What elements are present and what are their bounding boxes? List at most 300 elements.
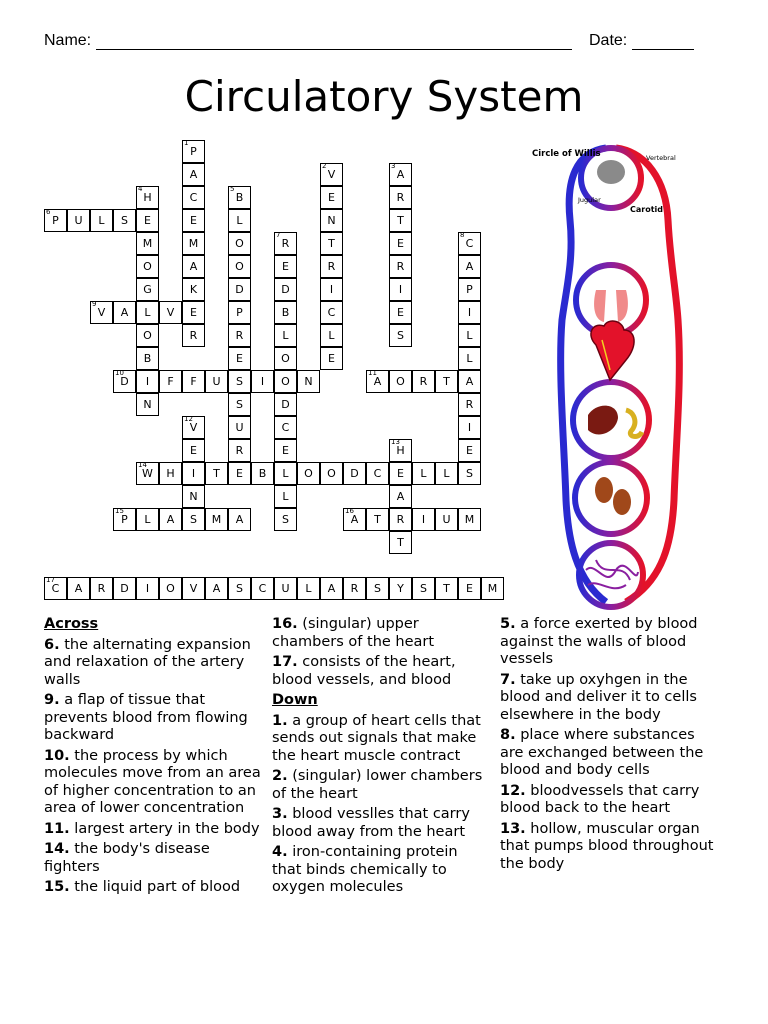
crossword-cell[interactable] bbox=[320, 577, 343, 600]
cell-letter: D bbox=[120, 582, 129, 595]
cell-letter: P bbox=[466, 283, 473, 296]
kidney-icon bbox=[595, 477, 613, 503]
cell-letter: T bbox=[328, 237, 335, 250]
crossword-cell[interactable] bbox=[182, 140, 205, 163]
crossword-cell[interactable] bbox=[113, 577, 136, 600]
crossword-cell[interactable] bbox=[366, 370, 389, 393]
cell-letter: M bbox=[464, 513, 475, 526]
crossword-cell[interactable] bbox=[389, 439, 412, 462]
cell-letter: H bbox=[143, 191, 152, 204]
crossword-cell[interactable] bbox=[228, 577, 251, 600]
crossword-cell[interactable] bbox=[228, 439, 251, 462]
crossword-cell[interactable] bbox=[389, 278, 412, 301]
cell-letter: U bbox=[442, 513, 451, 526]
crossword-cell[interactable] bbox=[458, 393, 481, 416]
crossword-cell[interactable] bbox=[113, 370, 136, 393]
cell-letter: I bbox=[467, 306, 472, 319]
crossword-cell[interactable] bbox=[274, 393, 297, 416]
intestine-icon bbox=[626, 410, 642, 436]
crossword-cell[interactable] bbox=[136, 324, 159, 347]
clue-item bbox=[44, 748, 262, 818]
crossword-cell[interactable] bbox=[366, 508, 389, 531]
clue-number: 4 bbox=[138, 185, 143, 193]
crossword-cell[interactable] bbox=[251, 577, 274, 600]
crossword-cell[interactable] bbox=[136, 186, 159, 209]
cell-letter: P bbox=[121, 513, 128, 526]
cell-letter: O bbox=[304, 467, 313, 480]
crossword-cell[interactable] bbox=[159, 577, 182, 600]
crossword-cell[interactable] bbox=[458, 370, 481, 393]
crossword-cell[interactable] bbox=[136, 255, 159, 278]
crossword-cell[interactable] bbox=[320, 186, 343, 209]
cell-letter: B bbox=[235, 191, 244, 204]
cell-letter: A bbox=[212, 582, 221, 595]
clue-number: 16 bbox=[345, 507, 354, 515]
crossword-cell[interactable] bbox=[228, 278, 251, 301]
cell-letter: C bbox=[327, 306, 336, 319]
crossword-cell[interactable] bbox=[366, 462, 389, 485]
cell-letter: D bbox=[235, 283, 244, 296]
cell-letter: I bbox=[421, 513, 426, 526]
clue-item bbox=[500, 616, 718, 669]
crossword-cell[interactable] bbox=[412, 577, 435, 600]
crossword-cell[interactable] bbox=[320, 255, 343, 278]
crossword-cell[interactable] bbox=[297, 577, 320, 600]
cell-letter: A bbox=[465, 260, 474, 273]
clue-number: 4. bbox=[272, 844, 288, 860]
cell-letter: S bbox=[397, 329, 404, 342]
cell-letter: S bbox=[420, 582, 427, 595]
cell-letter: L bbox=[328, 329, 335, 342]
crossword-cell[interactable] bbox=[228, 462, 251, 485]
crossword-cell[interactable] bbox=[274, 301, 297, 324]
clue-number: 15. bbox=[44, 879, 70, 895]
crossword-cell[interactable] bbox=[389, 370, 412, 393]
cell-letter: T bbox=[397, 214, 404, 227]
cell-letter: R bbox=[350, 582, 359, 595]
crossword-cell[interactable] bbox=[389, 462, 412, 485]
clue-text: iron-containing protein that binds chemically to oxygen molecules bbox=[272, 844, 458, 895]
carotid-label: Carotid bbox=[630, 205, 664, 214]
crossword-cell[interactable] bbox=[228, 186, 251, 209]
clue-number: 6. bbox=[44, 636, 60, 653]
crossword-cell[interactable] bbox=[251, 462, 274, 485]
crossword-cell[interactable] bbox=[297, 462, 320, 485]
cell-letter: A bbox=[120, 306, 129, 319]
crossword-cell[interactable] bbox=[182, 462, 205, 485]
crossword-cell[interactable] bbox=[458, 577, 481, 600]
cell-letter: V bbox=[166, 306, 175, 319]
cell-letter: E bbox=[236, 352, 243, 365]
crossword-cell[interactable] bbox=[389, 232, 412, 255]
cell-letter: E bbox=[190, 306, 197, 319]
clue-number: 11. bbox=[44, 820, 70, 837]
crossword-cell[interactable] bbox=[320, 462, 343, 485]
crossword-cell[interactable] bbox=[274, 324, 297, 347]
crossword-cell[interactable] bbox=[136, 577, 159, 600]
crossword-cell[interactable] bbox=[412, 462, 435, 485]
crossword-cell[interactable] bbox=[412, 508, 435, 531]
cell-letter: A bbox=[373, 375, 382, 388]
crossword-cell[interactable] bbox=[182, 301, 205, 324]
crossword-cell[interactable] bbox=[389, 485, 412, 508]
vertebral-label: Vertebral bbox=[646, 154, 676, 162]
clue-number: 13 bbox=[391, 438, 400, 446]
cell-letter: L bbox=[420, 467, 427, 480]
crossword-cell[interactable] bbox=[274, 232, 297, 255]
cell-letter: L bbox=[144, 513, 151, 526]
crossword-cell[interactable] bbox=[136, 278, 159, 301]
crossword-cell[interactable] bbox=[435, 577, 458, 600]
cell-letter: N bbox=[143, 398, 152, 411]
cell-letter: E bbox=[397, 467, 404, 480]
clue-number: 8 bbox=[460, 231, 465, 239]
heart-icon bbox=[591, 321, 634, 380]
clue-number: 14 bbox=[138, 461, 147, 469]
cell-letter: R bbox=[281, 237, 290, 250]
clue-number: 7 bbox=[276, 231, 281, 239]
cell-letter: W bbox=[142, 467, 153, 480]
crossword-cell[interactable] bbox=[320, 324, 343, 347]
cell-letter: R bbox=[97, 582, 106, 595]
crossword-cell[interactable] bbox=[458, 255, 481, 278]
cell-letter: G bbox=[143, 283, 152, 296]
crossword-cell[interactable] bbox=[343, 462, 366, 485]
jugular-label: Jugular bbox=[578, 196, 601, 204]
clue-number: 7. bbox=[500, 671, 516, 688]
crossword-cell[interactable] bbox=[228, 393, 251, 416]
crossword-cell[interactable] bbox=[458, 232, 481, 255]
crossword-cell[interactable] bbox=[320, 209, 343, 232]
cell-letter: O bbox=[143, 260, 152, 273]
crossword-cell[interactable] bbox=[113, 508, 136, 531]
cell-letter: H bbox=[396, 444, 405, 457]
clue-item bbox=[272, 844, 490, 897]
crossword-cell[interactable] bbox=[435, 462, 458, 485]
cell-letter: E bbox=[190, 444, 197, 457]
crossword-cell[interactable] bbox=[182, 508, 205, 531]
circulation-illustration bbox=[526, 140, 696, 610]
crossword-cell[interactable] bbox=[274, 278, 297, 301]
cell-letter: S bbox=[236, 398, 243, 411]
crossword-cell[interactable] bbox=[205, 508, 228, 531]
crossword-cell[interactable] bbox=[274, 416, 297, 439]
clue-text: the process by which molecules move from an area of higher concentration to an area of lower concentration bbox=[44, 747, 261, 816]
crossword-cell[interactable] bbox=[366, 577, 389, 600]
clue-number: 2. bbox=[272, 768, 288, 784]
crossword-cell[interactable] bbox=[44, 209, 67, 232]
clue-item bbox=[500, 783, 718, 818]
crossword-cell[interactable] bbox=[182, 209, 205, 232]
cell-letter: O bbox=[327, 467, 336, 480]
cell-letter: F bbox=[167, 375, 174, 388]
crossword-cell[interactable] bbox=[435, 508, 458, 531]
crossword-cell[interactable] bbox=[458, 347, 481, 370]
cell-letter: H bbox=[166, 467, 175, 480]
clue-text: a group of heart cells that sends out signals that make the heart muscle contract bbox=[272, 712, 481, 764]
clue-item bbox=[500, 672, 718, 725]
crossword-cell[interactable] bbox=[136, 209, 159, 232]
crossword-cell[interactable] bbox=[205, 370, 228, 393]
clue-text: consists of the heart, blood vessels, and blood bbox=[272, 654, 456, 688]
clue-text: largest artery in the body bbox=[69, 820, 260, 837]
crossword-cell[interactable] bbox=[389, 255, 412, 278]
crossword-cell[interactable] bbox=[389, 186, 412, 209]
clue-number: 13. bbox=[500, 820, 526, 837]
crossword-cell[interactable] bbox=[182, 439, 205, 462]
cell-letter: N bbox=[304, 375, 313, 388]
crossword-cell[interactable] bbox=[159, 301, 182, 324]
crossword-cell[interactable] bbox=[67, 577, 90, 600]
cell-letter: E bbox=[282, 444, 289, 457]
crossword-cell[interactable] bbox=[228, 232, 251, 255]
crossword-cell[interactable] bbox=[182, 577, 205, 600]
clue-item bbox=[272, 713, 490, 766]
cell-letter: I bbox=[260, 375, 265, 388]
cell-letter: O bbox=[281, 352, 290, 365]
cell-letter: D bbox=[281, 283, 290, 296]
clue-text: a force exerted by blood against the walls of blood vessels bbox=[500, 616, 698, 667]
crossword-cell[interactable] bbox=[274, 255, 297, 278]
clues-column-3 bbox=[500, 616, 718, 876]
cell-letter: S bbox=[236, 375, 243, 388]
cell-letter: I bbox=[329, 283, 334, 296]
clue-number: 12. bbox=[500, 782, 526, 799]
crossword-cell[interactable] bbox=[136, 301, 159, 324]
crossword-cell[interactable] bbox=[205, 577, 228, 600]
clue-number: 10. bbox=[44, 747, 70, 764]
crossword-cell[interactable] bbox=[182, 370, 205, 393]
crossword-cell[interactable] bbox=[458, 278, 481, 301]
clue-number: 5. bbox=[500, 616, 516, 632]
crossword-cell[interactable] bbox=[182, 186, 205, 209]
crossword-cell[interactable] bbox=[159, 370, 182, 393]
cell-letter: E bbox=[328, 352, 335, 365]
clue-number: 1 bbox=[184, 139, 189, 147]
cell-letter: D bbox=[120, 375, 129, 388]
crossword-cell[interactable] bbox=[182, 278, 205, 301]
cell-letter: C bbox=[51, 582, 60, 595]
cell-letter: L bbox=[282, 467, 289, 480]
clue-item bbox=[272, 616, 490, 651]
crossword-cell[interactable] bbox=[182, 232, 205, 255]
cell-letter: E bbox=[397, 237, 404, 250]
cell-letter: T bbox=[443, 375, 450, 388]
clue-number: 17. bbox=[272, 654, 298, 670]
crossword-cell[interactable] bbox=[343, 508, 366, 531]
crossword-cell[interactable] bbox=[228, 324, 251, 347]
liver-icon bbox=[588, 406, 618, 435]
cell-letter: A bbox=[166, 513, 175, 526]
crossword-cell[interactable] bbox=[136, 462, 159, 485]
cell-letter: R bbox=[327, 260, 336, 273]
crossword-cell[interactable] bbox=[228, 508, 251, 531]
cell-letter: R bbox=[396, 191, 405, 204]
crossword-cell[interactable] bbox=[320, 232, 343, 255]
crossword-cell[interactable] bbox=[320, 163, 343, 186]
cell-letter: O bbox=[166, 582, 175, 595]
crossword-cell[interactable] bbox=[274, 508, 297, 531]
crossword-cell[interactable] bbox=[389, 209, 412, 232]
clue-item bbox=[272, 806, 490, 841]
crossword-cell[interactable] bbox=[136, 370, 159, 393]
clue-number: 3. bbox=[272, 806, 288, 822]
crossword-cell[interactable] bbox=[320, 301, 343, 324]
crossword-cell[interactable] bbox=[182, 416, 205, 439]
cell-letter: L bbox=[282, 490, 289, 503]
crossword-cell[interactable] bbox=[481, 577, 504, 600]
cell-letter: B bbox=[281, 306, 290, 319]
cell-letter: A bbox=[74, 582, 83, 595]
cell-letter: T bbox=[397, 536, 404, 549]
crossword-cell[interactable] bbox=[136, 347, 159, 370]
crossword-cell[interactable] bbox=[274, 370, 297, 393]
cell-letter: M bbox=[188, 237, 199, 250]
crossword-cell[interactable] bbox=[389, 163, 412, 186]
crossword-cell[interactable] bbox=[458, 301, 481, 324]
clue-text: hollow, muscular organ that pumps blood throughout the body bbox=[500, 820, 714, 872]
crossword-cell[interactable] bbox=[228, 347, 251, 370]
cell-letter: F bbox=[190, 375, 197, 388]
crossword-cell[interactable] bbox=[182, 255, 205, 278]
crossword-cell[interactable] bbox=[90, 209, 113, 232]
cell-letter: L bbox=[466, 329, 473, 342]
cell-letter: L bbox=[144, 306, 151, 319]
crossword-cell[interactable] bbox=[297, 370, 320, 393]
crossword-cell[interactable] bbox=[320, 347, 343, 370]
cell-letter: C bbox=[258, 582, 267, 595]
cell-letter: O bbox=[143, 329, 152, 342]
cell-letter: E bbox=[328, 191, 335, 204]
crossword-cell[interactable] bbox=[274, 347, 297, 370]
cell-letter: S bbox=[374, 582, 381, 595]
crossword-cell[interactable] bbox=[389, 508, 412, 531]
crossword-cell[interactable] bbox=[136, 508, 159, 531]
crossword-cell[interactable] bbox=[274, 439, 297, 462]
clue-item bbox=[44, 821, 262, 839]
clue-item bbox=[44, 841, 262, 876]
clue-number: 12 bbox=[184, 415, 193, 423]
cell-letter: R bbox=[189, 329, 198, 342]
crossword-cell[interactable] bbox=[90, 577, 113, 600]
crossword-cell[interactable] bbox=[90, 301, 113, 324]
crossword-cell[interactable] bbox=[458, 439, 481, 462]
circle-of-willis-label: Circle of Willis bbox=[532, 149, 601, 159]
cell-letter: D bbox=[350, 467, 359, 480]
clue-text: the liquid part of blood bbox=[69, 879, 241, 895]
clue-item bbox=[44, 879, 262, 897]
cell-letter: T bbox=[213, 467, 220, 480]
cell-letter: A bbox=[396, 490, 405, 503]
crossword-cell[interactable] bbox=[389, 577, 412, 600]
crossword-cell[interactable] bbox=[389, 324, 412, 347]
cell-letter: R bbox=[419, 375, 428, 388]
cell-letter: A bbox=[327, 582, 336, 595]
crossword-cell[interactable] bbox=[136, 232, 159, 255]
crossword-cell[interactable] bbox=[182, 163, 205, 186]
crossword-cell[interactable] bbox=[67, 209, 90, 232]
crossword-cell[interactable] bbox=[458, 462, 481, 485]
name-label: Name: bbox=[44, 32, 92, 49]
clue-number: 2 bbox=[322, 162, 327, 170]
crossword-cell[interactable] bbox=[159, 508, 182, 531]
cell-letter: V bbox=[97, 306, 106, 319]
clue-item bbox=[44, 692, 262, 745]
cell-letter: O bbox=[281, 375, 290, 388]
cell-letter: I bbox=[145, 582, 150, 595]
crossword-cell[interactable] bbox=[182, 485, 205, 508]
crossword-cell[interactable] bbox=[44, 577, 67, 600]
crossword-cell[interactable] bbox=[228, 255, 251, 278]
crossword-cell[interactable] bbox=[389, 531, 412, 554]
crossword-cell[interactable] bbox=[458, 324, 481, 347]
crossword-cell[interactable] bbox=[228, 370, 251, 393]
cell-letter: A bbox=[465, 375, 474, 388]
cell-letter: R bbox=[465, 398, 474, 411]
crossword-cell[interactable] bbox=[182, 324, 205, 347]
crossword-cell[interactable] bbox=[343, 577, 366, 600]
crossword-cell[interactable] bbox=[274, 462, 297, 485]
crossword-cell[interactable] bbox=[228, 416, 251, 439]
cell-letter: E bbox=[144, 214, 151, 227]
cell-letter: B bbox=[258, 467, 267, 480]
crossword-cell[interactable] bbox=[251, 370, 274, 393]
clue-heading: Down bbox=[272, 692, 318, 708]
cell-letter: U bbox=[235, 421, 244, 434]
cell-letter: A bbox=[396, 168, 405, 181]
crossword-cell[interactable] bbox=[274, 485, 297, 508]
crossword-cell[interactable] bbox=[412, 370, 435, 393]
cell-letter: O bbox=[235, 260, 244, 273]
clue-number: 16. bbox=[272, 616, 298, 632]
cell-letter: U bbox=[212, 375, 221, 388]
crossword-cell[interactable] bbox=[228, 301, 251, 324]
crossword-cell[interactable] bbox=[205, 462, 228, 485]
clue-text: place where substances are exchanged between the blood and body cells bbox=[500, 727, 704, 778]
crossword-cell[interactable] bbox=[274, 577, 297, 600]
cell-letter: B bbox=[143, 352, 152, 365]
cell-letter: L bbox=[236, 214, 243, 227]
cell-letter: M bbox=[487, 582, 498, 595]
crossword-cell[interactable] bbox=[458, 416, 481, 439]
clue-number: 11 bbox=[368, 369, 377, 377]
cell-letter: I bbox=[191, 467, 196, 480]
crossword-cell[interactable] bbox=[435, 370, 458, 393]
cell-letter: L bbox=[282, 329, 289, 342]
cell-letter: R bbox=[235, 444, 244, 457]
crossword-cell[interactable] bbox=[458, 508, 481, 531]
crossword-cell[interactable] bbox=[113, 301, 136, 324]
clue-number: 15 bbox=[115, 507, 124, 515]
cell-letter: E bbox=[282, 260, 289, 273]
crossword-cell[interactable] bbox=[228, 209, 251, 232]
cell-letter: U bbox=[281, 582, 290, 595]
crossword-cell[interactable] bbox=[159, 462, 182, 485]
clue-number: 6 bbox=[46, 208, 51, 216]
cell-letter: C bbox=[281, 421, 290, 434]
crossword-cell[interactable] bbox=[113, 209, 136, 232]
cell-letter: C bbox=[189, 191, 198, 204]
cell-letter: C bbox=[373, 467, 382, 480]
clue-item bbox=[500, 727, 718, 780]
crossword-cell[interactable] bbox=[389, 301, 412, 324]
clue-item bbox=[500, 821, 718, 874]
clue-number: 9. bbox=[44, 692, 60, 708]
crossword-cell[interactable] bbox=[136, 393, 159, 416]
crossword-cell[interactable] bbox=[320, 278, 343, 301]
clue-number: 9 bbox=[92, 300, 97, 308]
cell-letter: C bbox=[465, 237, 474, 250]
